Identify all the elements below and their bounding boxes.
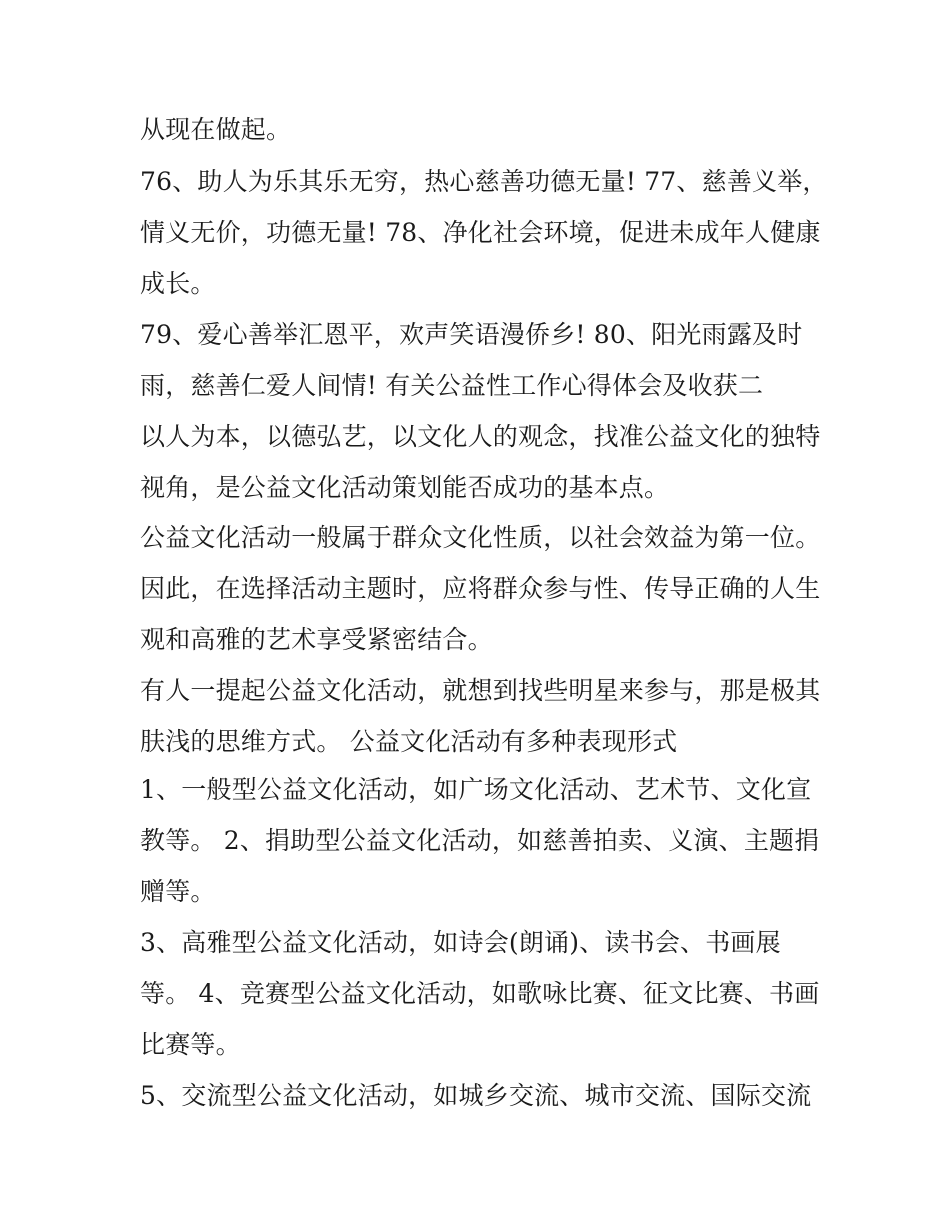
- text-line: 79、爱心善举汇恩平，欢声笑语漫侨乡! 80、阳光雨露及时: [140, 320, 803, 349]
- text-line: 3、高雅型公益文化活动，如诗会(朗诵)、读书会、书画展: [140, 928, 781, 957]
- text-line: 肤浅的思维方式。 公益文化活动有多种表现形式: [140, 727, 678, 756]
- text-line: 成长。: [140, 269, 216, 298]
- text-line: 雨，慈善仁爱人间情! 有关公益性工作心得体会及收获二: [140, 371, 764, 400]
- text-line: 因此，在选择活动主题时，应将群众参与性、传导正确的人生: [140, 574, 821, 603]
- text-line: 等。 4、竞赛型公益文化活动，如歌咏比赛、征文比赛、书画: [140, 979, 820, 1008]
- text-line: 以人为本，以德弘艺，以文化人的观念，找准公益文化的独特: [140, 422, 821, 451]
- text-line: 从现在做起。: [140, 115, 292, 144]
- text-line: 公益文化活动一般属于群众文化性质，以社会效益为第一位。: [140, 523, 821, 552]
- text-line: 视角，是公益文化活动策划能否成功的基本点。: [140, 473, 670, 502]
- text-line: 观和高雅的艺术享受紧密结合。: [140, 625, 493, 654]
- text-line: 情义无价，功德无量! 78、净化社会环境，促进未成年人健康: [140, 218, 821, 247]
- text-line: 1、一般型公益文化活动，如广场文化活动、艺术节、文化宣: [140, 775, 812, 804]
- text-line: 5、交流型公益文化活动，如城乡交流、城市交流、国际交流: [140, 1081, 812, 1110]
- text-line: 比赛等。: [140, 1030, 241, 1059]
- text-line: 有人一提起公益文化活动，就想到找些明星来参与，那是极其: [140, 676, 821, 705]
- text-line: 赠等。: [140, 877, 216, 906]
- text-line: 76、助人为乐其乐无穷，热心慈善功德无量! 77、慈善义举，: [140, 167, 828, 196]
- text-line: 教等。 2、捐助型公益文化活动，如慈善拍卖、义演、主题捐: [140, 826, 820, 855]
